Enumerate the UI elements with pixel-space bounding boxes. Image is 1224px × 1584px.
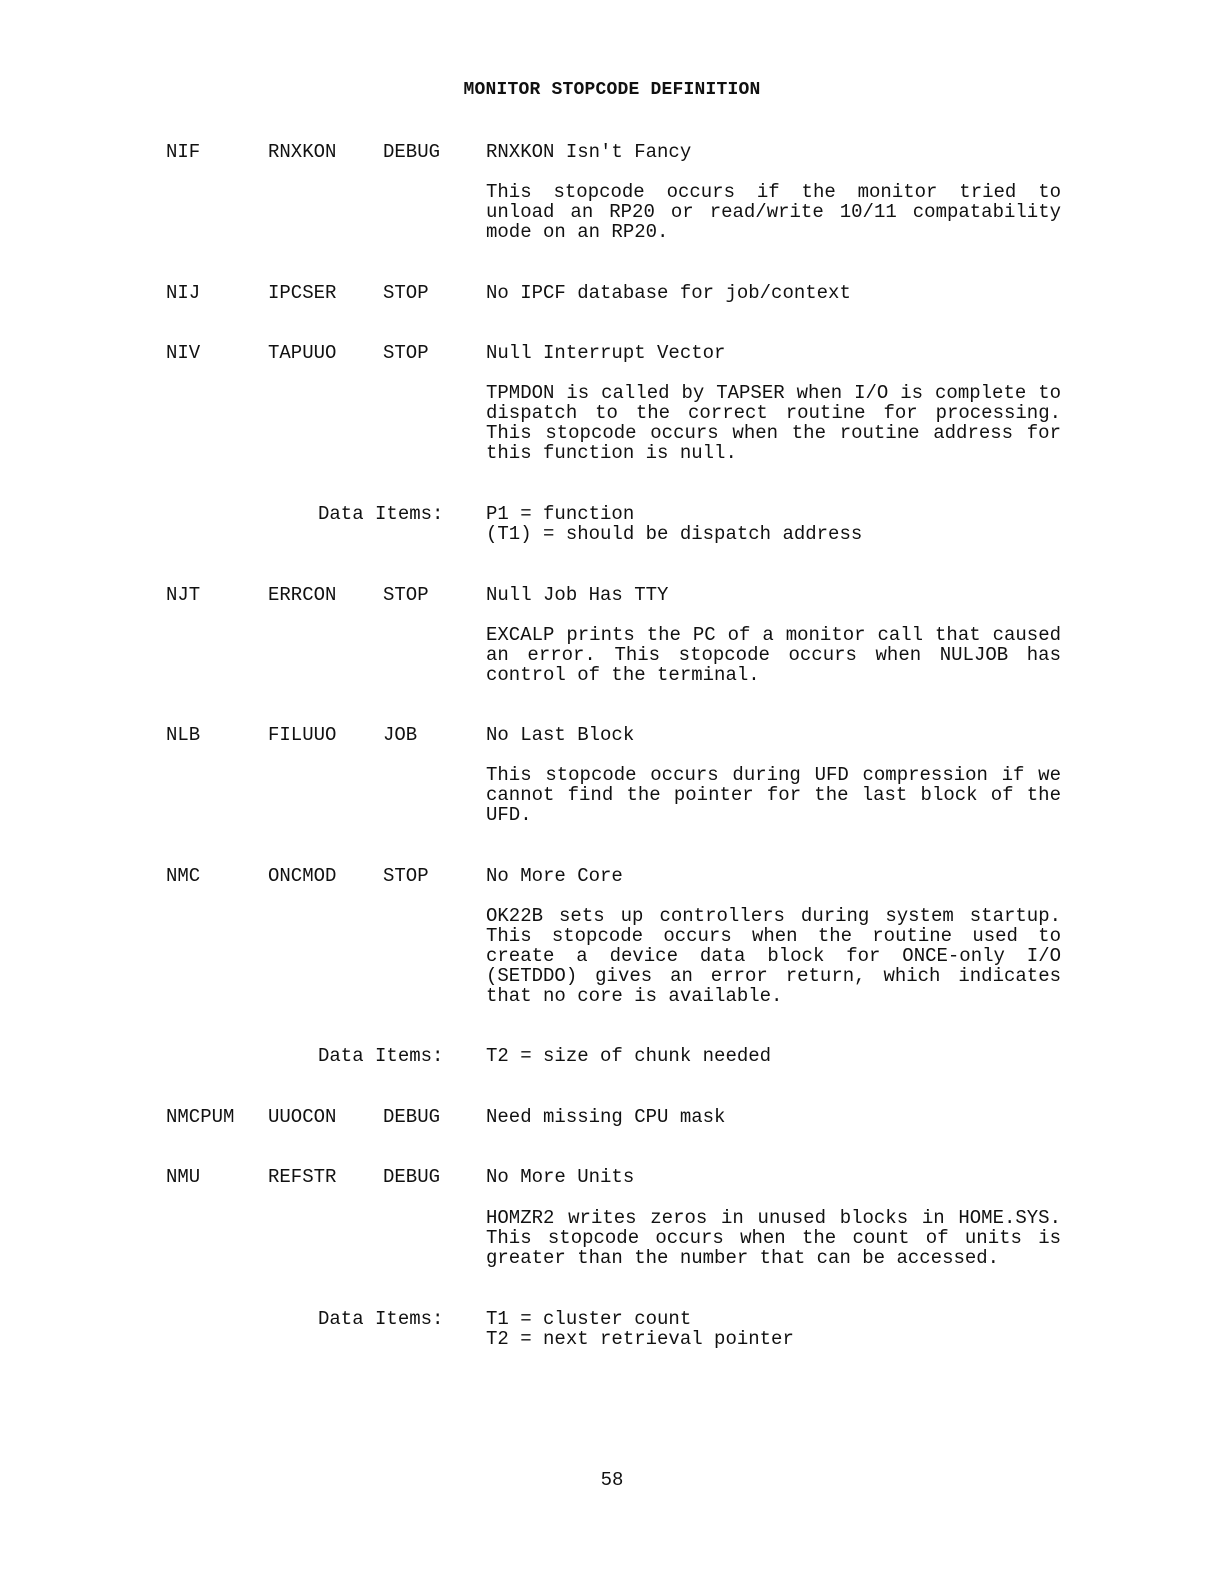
stopcode-code: NIV bbox=[166, 342, 201, 364]
data-item: P1 = function bbox=[486, 503, 635, 525]
stopcode-code: NMC bbox=[166, 865, 201, 887]
stopcode-type: DEBUG bbox=[383, 1106, 441, 1128]
stopcode-name: Null Interrupt Vector bbox=[486, 342, 726, 364]
data-items-label: Data Items: bbox=[318, 1308, 444, 1330]
data-items-label: Data Items: bbox=[318, 1045, 444, 1067]
stopcode-code: NMU bbox=[166, 1166, 201, 1188]
stopcode-name: No More Core bbox=[486, 865, 623, 887]
stopcode-name: No Last Block bbox=[486, 724, 635, 746]
stopcode-type: DEBUG bbox=[383, 1166, 441, 1188]
stopcode-name: Need missing CPU mask bbox=[486, 1106, 726, 1128]
stopcode-module: FILUUO bbox=[268, 724, 337, 746]
data-items-list bbox=[486, 1309, 794, 1349]
data-items-label: Data Items: bbox=[318, 503, 444, 525]
stopcode-description: TPMDON is called by TAPSER when I/O is complete to dispatch to the correct routine for processing. This stopcode occurs when the routine address for this function is null. bbox=[486, 382, 1061, 464]
stopcode-name: No IPCF database for job/context bbox=[486, 282, 851, 304]
page-number: 58 bbox=[600, 1469, 624, 1491]
stopcode-code: NIJ bbox=[166, 282, 201, 304]
data-item: T2 = next retrieval pointer bbox=[486, 1328, 794, 1350]
stopcode-module: IPCSER bbox=[268, 282, 337, 304]
data-item: T2 = size of chunk needed bbox=[486, 1045, 772, 1067]
stopcode-type: DEBUG bbox=[383, 141, 441, 163]
stopcode-module: UUOCON bbox=[268, 1106, 337, 1128]
stopcode-module: TAPUUO bbox=[268, 342, 337, 364]
stopcode-code: NJT bbox=[166, 584, 201, 606]
stopcode-description: EXCALP prints the PC of a monitor call that caused an error. This stopcode occurs when NULJOB has control of the terminal. bbox=[486, 624, 1061, 686]
stopcode-code: NIF bbox=[166, 141, 201, 163]
stopcode-name: RNXKON Isn't Fancy bbox=[486, 141, 692, 163]
stopcode-code: NMCPUM bbox=[166, 1106, 235, 1128]
stopcode-description: This stopcode occurs if the monitor tried to unload an RP20 or read/write 10/11 compatability mode on an RP20. bbox=[486, 181, 1061, 243]
stopcode-code: NLB bbox=[166, 724, 201, 746]
stopcode-type: STOP bbox=[383, 282, 429, 304]
stopcode-module: ONCMOD bbox=[268, 865, 337, 887]
stopcode-module: RNXKON bbox=[268, 141, 337, 163]
stopcode-description: HOMZR2 writes zeros in unused blocks in HOME.SYS. This stopcode occurs when the count of units is greater than the number that can be accessed. bbox=[486, 1207, 1061, 1269]
stopcode-description: OK22B sets up controllers during system startup. This stopcode occurs when the routine used to create a device data block for ONCE-only I/O (SETDDO) gives an error return, which indicates that no core is available. bbox=[486, 905, 1061, 1007]
stopcode-module: REFSTR bbox=[268, 1166, 337, 1188]
stopcode-module: ERRCON bbox=[268, 584, 337, 606]
data-item: T1 = cluster count bbox=[486, 1308, 692, 1330]
data-items-list bbox=[486, 504, 862, 544]
stopcode-name: Null Job Has TTY bbox=[486, 584, 669, 606]
stopcode-description: This stopcode occurs during UFD compression if we cannot find the pointer for the last block of the UFD. bbox=[486, 764, 1061, 826]
data-items-list bbox=[486, 1046, 771, 1066]
stopcode-type: STOP bbox=[383, 584, 429, 606]
stopcode-type: STOP bbox=[383, 865, 429, 887]
stopcode-name: No More Units bbox=[486, 1166, 635, 1188]
page-title: MONITOR STOPCODE DEFINITION bbox=[463, 80, 761, 100]
stopcode-type: STOP bbox=[383, 342, 429, 364]
data-item: (T1) = should be dispatch address bbox=[486, 523, 863, 545]
stopcode-type: JOB bbox=[383, 724, 418, 746]
